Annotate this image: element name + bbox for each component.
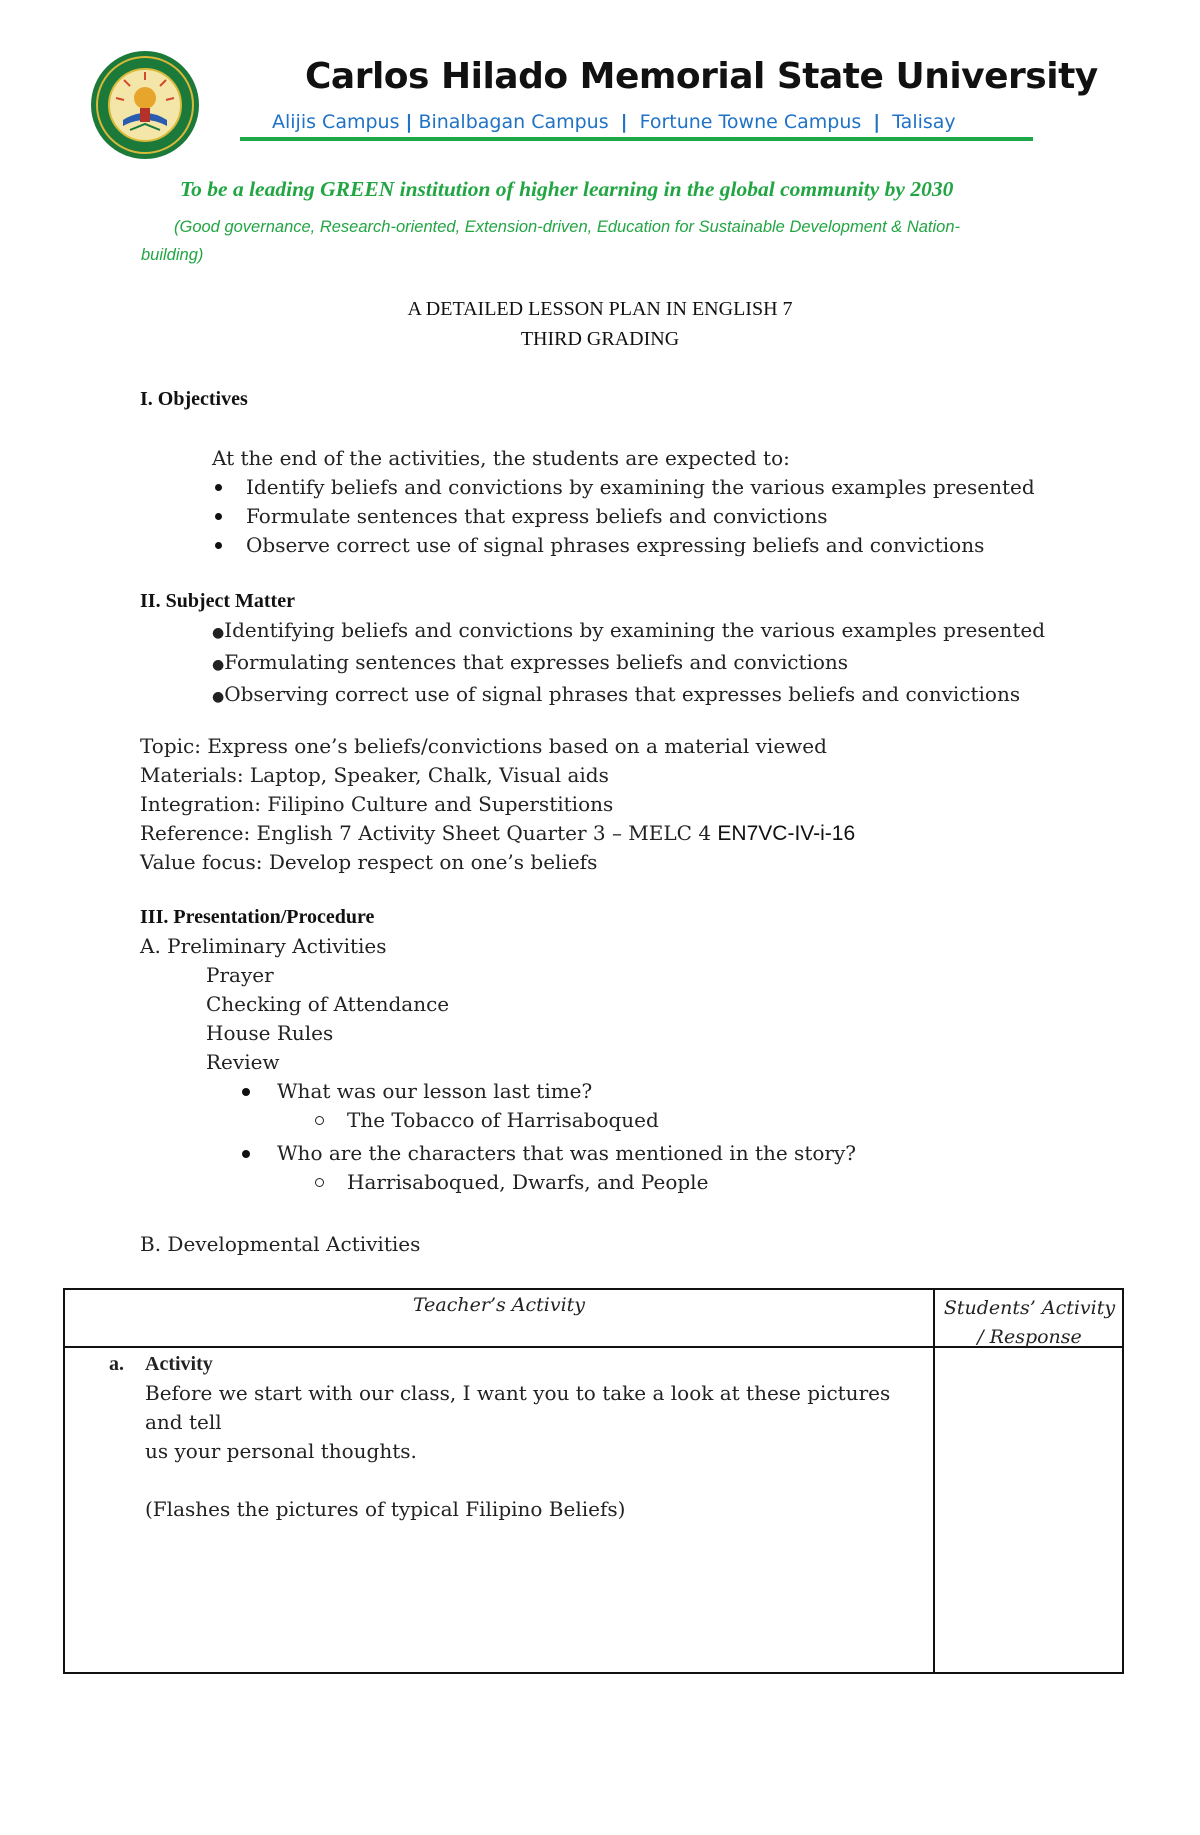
list-item: House Rules <box>206 1021 334 1045</box>
document-subtitle: THIRD GRADING <box>520 328 680 350</box>
campus-separator: | <box>873 111 881 133</box>
subject-text: Identifying beliefs and convictions by examining the various examples presented <box>224 618 1045 642</box>
circle-bullet-icon <box>315 1178 324 1187</box>
review-question <box>242 1077 1142 1106</box>
mission-line-2: building) <box>141 246 204 264</box>
lesson-details <box>140 732 1140 877</box>
objectives-list <box>212 473 1112 560</box>
preliminary-list <box>206 961 449 1077</box>
activity-title-row <box>65 1350 925 1379</box>
campus-separator: | <box>620 111 628 133</box>
list-item <box>212 531 1112 560</box>
list-item: Checking of Attendance <box>206 992 450 1016</box>
list-item <box>212 680 1112 712</box>
topic-line: Topic: Express one’s beliefs/convictions based on a material viewed <box>140 734 827 758</box>
header-line: / Response <box>977 1326 1082 1348</box>
melc-code: EN7VC-IV-i-16 <box>717 822 856 845</box>
activity-note: (Flashes the pictures of typical Filipino Beliefs) <box>145 1497 626 1521</box>
review-answer <box>242 1106 1142 1139</box>
question-text: Who are the characters that was mentioned in the story? <box>277 1141 856 1165</box>
campus-binalbagan: Binalbagan Campus <box>418 111 609 133</box>
preliminary-heading: A. Preliminary Activities <box>140 934 387 958</box>
campus-alijis: Alijis Campus <box>272 111 400 133</box>
bullet-icon <box>215 542 222 549</box>
vision-statement: To be a leading GREEN institution of higher learning in the global community by 2030 <box>180 177 954 201</box>
student-activity-header <box>935 1294 1124 1352</box>
procedure-heading: III. Presentation/Procedure <box>140 906 375 928</box>
campus-separator: | <box>405 111 413 133</box>
answer-text: Harrisaboqued, Dwarfs, and People <box>347 1170 709 1194</box>
bullet-icon <box>242 1088 250 1096</box>
subject-text: Formulating sentences that expresses beliefs and convictions <box>224 650 849 674</box>
objectives-heading: I. Objectives <box>140 388 248 410</box>
subject-matter-list <box>212 616 1112 712</box>
header-rule <box>240 137 1033 141</box>
teacher-activity-cell <box>65 1350 925 1524</box>
bullet-icon: ● <box>212 689 225 705</box>
list-item <box>212 648 1112 680</box>
objectives-intro: At the end of the activities, the students are expected to: <box>212 446 790 470</box>
list-item <box>212 473 1112 502</box>
circle-bullet-icon <box>315 1116 324 1125</box>
university-seal-logo <box>90 50 200 160</box>
bullet-icon <box>215 513 222 520</box>
question-text: What was our lesson last time? <box>277 1079 593 1103</box>
teacher-activity-header: Teacher’s Activity <box>412 1294 586 1316</box>
subject-matter-heading: II. Subject Matter <box>140 590 295 612</box>
list-item: Review <box>206 1050 280 1074</box>
developmental-heading: B. Developmental Activities <box>140 1232 421 1256</box>
activity-instruction-line: Before we start with our class, I want you to take a look at these pictures and tell <box>145 1381 891 1434</box>
activity-title: Activity <box>145 1353 213 1375</box>
answer-text: The Tobacco of Harrisaboqued <box>347 1108 659 1132</box>
objective-text: Formulate sentences that express beliefs and convictions <box>246 504 828 528</box>
university-name: Carlos Hilado Memorial State University <box>305 56 1098 97</box>
reference-line <box>140 819 1140 848</box>
materials-line: Materials: Laptop, Speaker, Chalk, Visual aids <box>140 763 609 787</box>
reference-text: Reference: English 7 Activity Sheet Quarter 3 – MELC 4 <box>140 821 718 845</box>
campus-list <box>272 111 956 133</box>
mission-statement <box>141 213 1041 269</box>
mission-line-1: (Good governance, Research-oriented, Extension-driven, Education for Sustainable Development & Nation- <box>174 218 961 236</box>
review-list <box>242 1077 1142 1197</box>
activity-table <box>63 1288 1124 1674</box>
bullet-icon <box>215 484 222 491</box>
list-item <box>212 616 1112 648</box>
objective-text: Observe correct use of signal phrases expressing beliefs and convictions <box>246 533 985 557</box>
list-item: Prayer <box>206 963 274 987</box>
activity-letter: a. <box>109 1353 124 1375</box>
review-answer <box>242 1168 1142 1197</box>
bullet-icon: ● <box>212 625 225 641</box>
bullet-icon <box>242 1150 250 1158</box>
campus-talisay: Talisay <box>892 111 956 133</box>
campus-fortune-towne: Fortune Towne Campus <box>639 111 862 133</box>
list-item <box>212 502 1112 531</box>
activity-instruction-line: us your personal thoughts. <box>145 1439 417 1463</box>
subject-text: Observing correct use of signal phrases that expresses beliefs and convictions <box>224 682 1021 706</box>
document-title: A DETAILED LESSON PLAN IN ENGLISH 7 <box>407 298 793 320</box>
integration-line: Integration: Filipino Culture and Superstitions <box>140 792 614 816</box>
header-line: Students’ Activity <box>943 1297 1116 1319</box>
objective-text: Identify beliefs and convictions by examining the various examples presented <box>246 475 1035 499</box>
bullet-icon: ● <box>212 657 225 673</box>
value-focus-line: Value focus: Develop respect on one’s beliefs <box>140 850 598 874</box>
review-question <box>242 1139 1142 1168</box>
